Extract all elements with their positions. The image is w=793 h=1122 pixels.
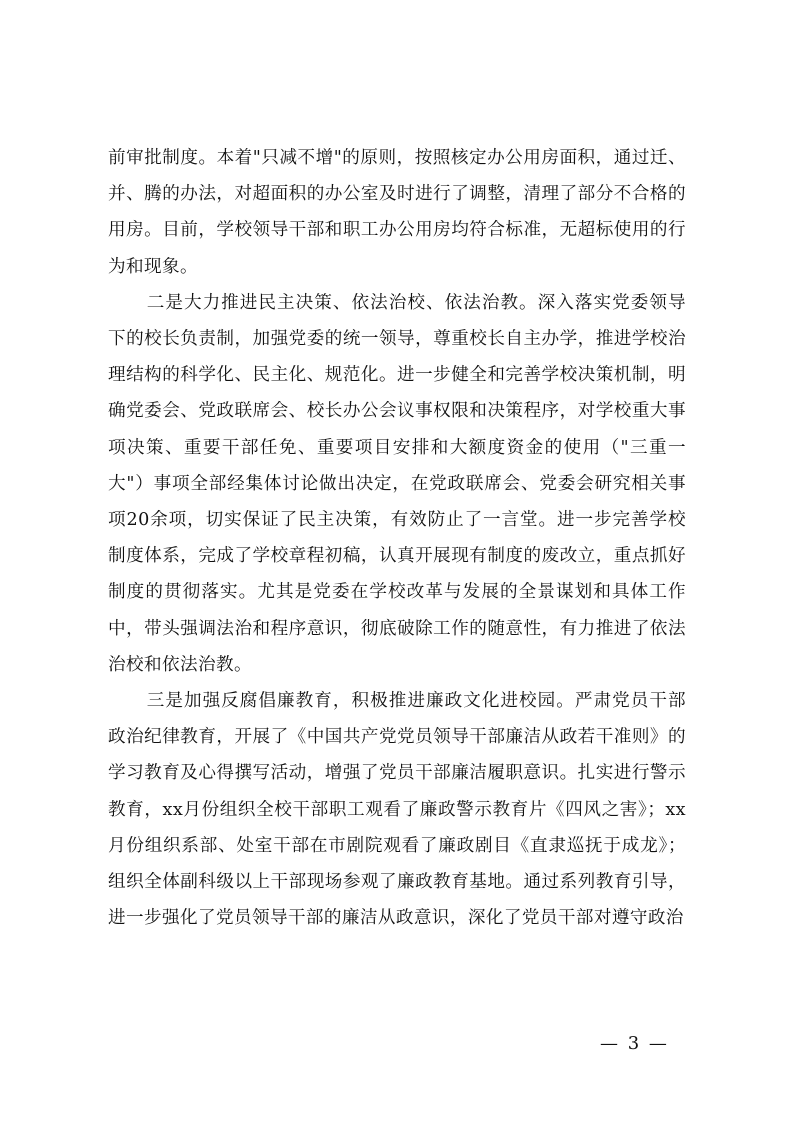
paragraph-continuation: 前审批制度。本着"只减不增"的原则，按照核定办公用房面积，通过迁、并、腾的办法，对超面积的办公室及时进行了调整，清理了部分不合格的用房。目前，学校领导干部和职工办公用房均符合标准，无超标使用的行为和现象。 [108, 148, 686, 277]
paragraph-democratic-decision: 二是大力推进民主决策、依法治校、依法治教。深入落实党委领导下的校长负责制，加强党委的统一领导，尊重校长自主办学，推进学校治理结构的科学化、民主化、规范化。进一步健全和完善学校决策机制，明确党委会、党政联席会、校长办公会议事权限和决策程序，对学校重大事项决策、重要干部任免、重要项目安排和大额度资金的使用（"三重一大"）事项全部经集体讨论做出决定，在党政联席会、党委会研究相关事项20余项，切实保证了民主决策，有效防止了一言堂。进一步完善学校制度体系，完成了学校章程初稿，认真开展现有制度的废改立，重点抓好制度的贯彻落实。尤其是党委在学校改革与发展的全景谋划和具体工作中，带头强调法治和程序意识，彻底破除工作的随意性，有力推进了依法治校和依法治教。 [108, 292, 686, 675]
document-body [108, 140, 686, 936]
page-number: — 3 — [600, 1033, 669, 1054]
paragraph-anti-corruption-education: 三是加强反腐倡廉教育，积极推进廉政文化进校园。严肃党员干部政治纪律教育，开展了《中国共产党党员领导干部廉洁从政若干准则》的学习教育及心得撰写活动，增强了党员干部廉洁履职意识。扎实进行警示教育，xx月份组织全校干部职工观看了廉政警示教育片《四风之害》；xx月份组织系部、处室干部在市剧院观看了廉政剧目《直隶巡抚于成龙》；组织全体副科级以上干部现场参观了廉政教育基地。通过系列教育引导，进一步强化了党员领导干部的廉洁从政意识，深化了党员干部对遵守政治 [108, 691, 686, 929]
